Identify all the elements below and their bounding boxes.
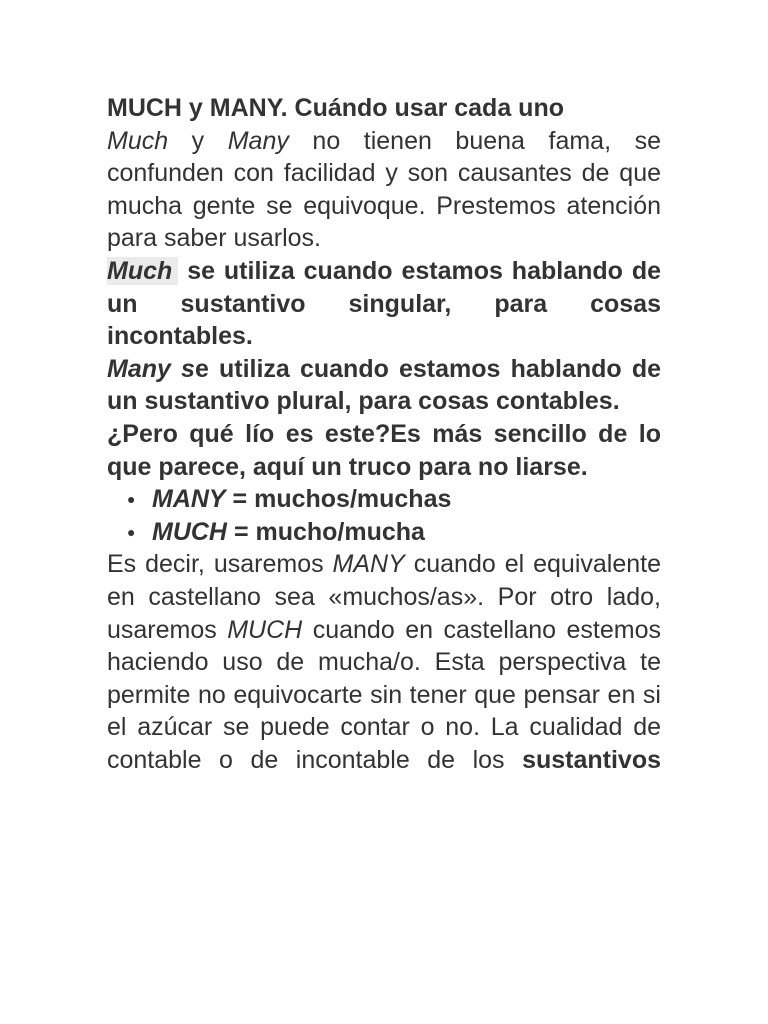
rule-many-term: Many s (107, 354, 195, 383)
term-many: Many (227, 126, 289, 155)
tip-meaning: = mucho/mucha (227, 517, 425, 546)
list-item (107, 483, 661, 516)
bullet-icon: ● (127, 491, 136, 508)
intro-text: no tienen buena fama, se confunden con facilidad y son causantes de que mucha gente se equivoque. Prestemos atención para saber usarlos. (107, 126, 661, 253)
rule-many-text: e utiliza cuando estamos hablando de un sustantivo plural, para cosas contables. (107, 354, 661, 416)
question-paragraph: ¿Pero qué lío es este?Es más sencillo de lo que parece, aquí un truco para no liarse. (107, 419, 661, 481)
tips-list (107, 483, 661, 548)
explanation-text-3: cuando en castellano estemos haciendo uso de mucha/o. Esta perspectiva te permite no equivocarte sin tener que pensar en si el azúcar se puede contar o no. La cualidad de contable o de incontable de los (107, 615, 661, 774)
explanation-term-much: MUCH (227, 615, 303, 644)
term-much: Much (107, 126, 169, 155)
tip-meaning: = muchos/muchas (225, 485, 452, 514)
tip-term: MUCH (152, 517, 227, 546)
rule-much-term: Much (107, 257, 178, 285)
list-item (107, 516, 661, 549)
explanation-bold-end: sustantivos (522, 745, 661, 774)
rule-much-paragraph (107, 255, 661, 353)
document-title: MUCH y MANY. Cuándo usar cada uno (107, 94, 564, 122)
document-page (107, 92, 661, 776)
rule-many-paragraph (107, 353, 661, 418)
intro-conjunction: y (168, 126, 228, 155)
explanation-paragraph (107, 548, 661, 776)
explanation-text-2: cuando el equivalente en castellano sea «muchos/as». Por otro lado, usaremos (107, 550, 661, 644)
tip-term: MANY (152, 485, 226, 514)
explanation-term-many: MANY (332, 550, 405, 579)
intro-paragraph (107, 125, 661, 255)
bullet-icon: ● (127, 523, 136, 540)
explanation-text-1: Es decir, usaremos (107, 550, 333, 579)
rule-much-text: se utiliza cuando estamos hablando de un sustantivo singular, para cosas incontables. (107, 256, 661, 351)
